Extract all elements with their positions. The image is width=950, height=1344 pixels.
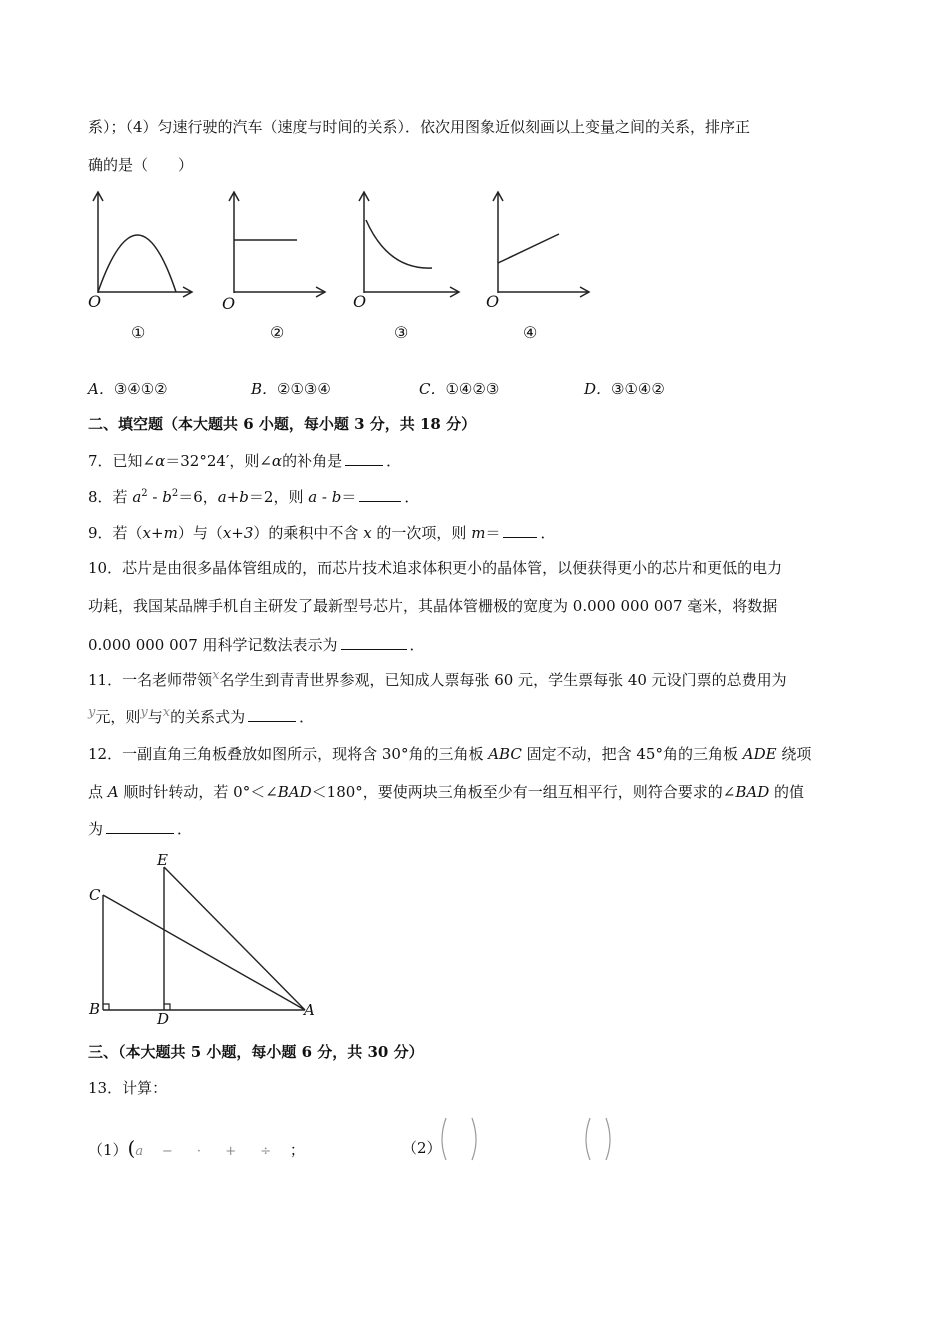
triangle-figure bbox=[88, 850, 328, 1030]
q11-line1: 11．一名老师带领$^x$名学生到青青世界参观，已知成人票每张 60 元，学生票每张 40 元设门票的总费用为 bbox=[88, 668, 787, 689]
option-b-letter: B． bbox=[251, 380, 278, 398]
option-a bbox=[88, 378, 168, 399]
q8-blank bbox=[359, 486, 401, 502]
q8: 8．若 $a^2 - b^2=6$，a+b＝2，则 a - b＝ ． bbox=[88, 488, 420, 506]
q7-blank bbox=[345, 450, 383, 466]
q13-title: 13．计算： bbox=[88, 1079, 168, 1097]
graph-3 bbox=[354, 188, 464, 303]
option-a-text: ③④①② bbox=[113, 380, 168, 398]
option-c-letter: C． bbox=[419, 380, 446, 398]
segment-ea bbox=[164, 867, 305, 1010]
section-2-title: 二、填空题（本大题共 6 小题，每小题 3 分，共 18 分） bbox=[88, 415, 477, 433]
option-d-text: ③①④② bbox=[611, 380, 665, 398]
q9-blank bbox=[503, 522, 537, 538]
graph-2 bbox=[224, 188, 334, 303]
q7: 7．已知∠α＝32°24′，则∠α的补角是 ． bbox=[88, 452, 402, 470]
graph-2-label: ② bbox=[270, 323, 285, 342]
option-b bbox=[251, 378, 331, 399]
q12-blank bbox=[106, 818, 174, 834]
segment-ca bbox=[103, 895, 305, 1010]
q13-part1: （1）(a − · + ÷ ； bbox=[88, 1136, 305, 1160]
option-c-text: ①④②③ bbox=[445, 380, 500, 398]
graph-3-origin: O bbox=[353, 292, 367, 311]
graph-3-label: ③ bbox=[394, 323, 409, 342]
graph-1-origin: O bbox=[88, 292, 102, 311]
q10-line2: 功耗，我国某品牌手机自主研发了最新型号芯片，其晶体管栅极的宽度为 0.000 000 007 毫米，将数据 bbox=[88, 597, 778, 615]
label-e: E bbox=[157, 851, 168, 869]
q11-blank bbox=[248, 706, 296, 722]
graph-4-curve bbox=[498, 234, 559, 263]
option-c bbox=[419, 378, 499, 399]
label-a: A bbox=[304, 1001, 315, 1019]
graph-1-label: ① bbox=[131, 323, 146, 342]
graph-1 bbox=[88, 188, 198, 303]
right-angle-b bbox=[103, 1004, 109, 1010]
q6-line2: 确的是（ ） bbox=[88, 156, 194, 174]
graph-4-label: ④ bbox=[523, 323, 538, 342]
option-b-text: ②①③④ bbox=[277, 380, 331, 398]
option-a-letter: A． bbox=[88, 380, 114, 398]
q10-line1: 10．芯片是由很多晶体管组成的，而芯片技术追求体积更小的晶体管，以便获得更小的芯片和更低的电力 bbox=[88, 559, 783, 577]
q11-line2: $^y$元，则$^y$与$^x$的关系式为 ． bbox=[88, 705, 315, 726]
label-c: C bbox=[89, 886, 101, 904]
graph-4 bbox=[488, 188, 598, 303]
option-d-letter: D． bbox=[584, 380, 612, 398]
q9: 9．若（x+m）与（x+3）的乘积中不含 x 的一次项，则 m＝ ． bbox=[88, 524, 556, 542]
graph-4-origin: O bbox=[486, 292, 500, 311]
label-b: B bbox=[89, 1000, 101, 1018]
q12-line3: 为 ． bbox=[88, 820, 193, 838]
graph-2-origin: O bbox=[222, 294, 236, 313]
q6-line1: 系）；（4）匀速行驶的汽车（速度与时间的关系）．依次用图象近似刻画以上变量之间的关系，排序正 bbox=[88, 118, 751, 136]
graph-3-curve bbox=[366, 220, 432, 268]
q12-line2: 点 A 顺时针转动，若 0°＜∠BAD＜180°，要使两块三角板至少有一组互相平行，则符合要求的∠BAD 的值 bbox=[88, 783, 805, 801]
option-d bbox=[584, 378, 665, 399]
q10-blank bbox=[341, 634, 407, 650]
label-d: D bbox=[157, 1010, 170, 1028]
q13-part2-parens bbox=[436, 1116, 626, 1164]
section-3-title: 三、（本大题共 5 小题，每小题 6 分，共 30 分） bbox=[88, 1043, 424, 1061]
q12-line1: 12．一副直角三角板叠放如图所示，现将含 30°角的三角板 ABC 固定不动，把含 45°角的三角板 ADE 绕项 bbox=[88, 745, 812, 763]
q10-line3: 0.000 000 007 用科学记数法表示为 ． bbox=[88, 636, 425, 654]
q13-part2: （2） bbox=[402, 1139, 442, 1157]
graph-1-curve bbox=[98, 235, 176, 292]
